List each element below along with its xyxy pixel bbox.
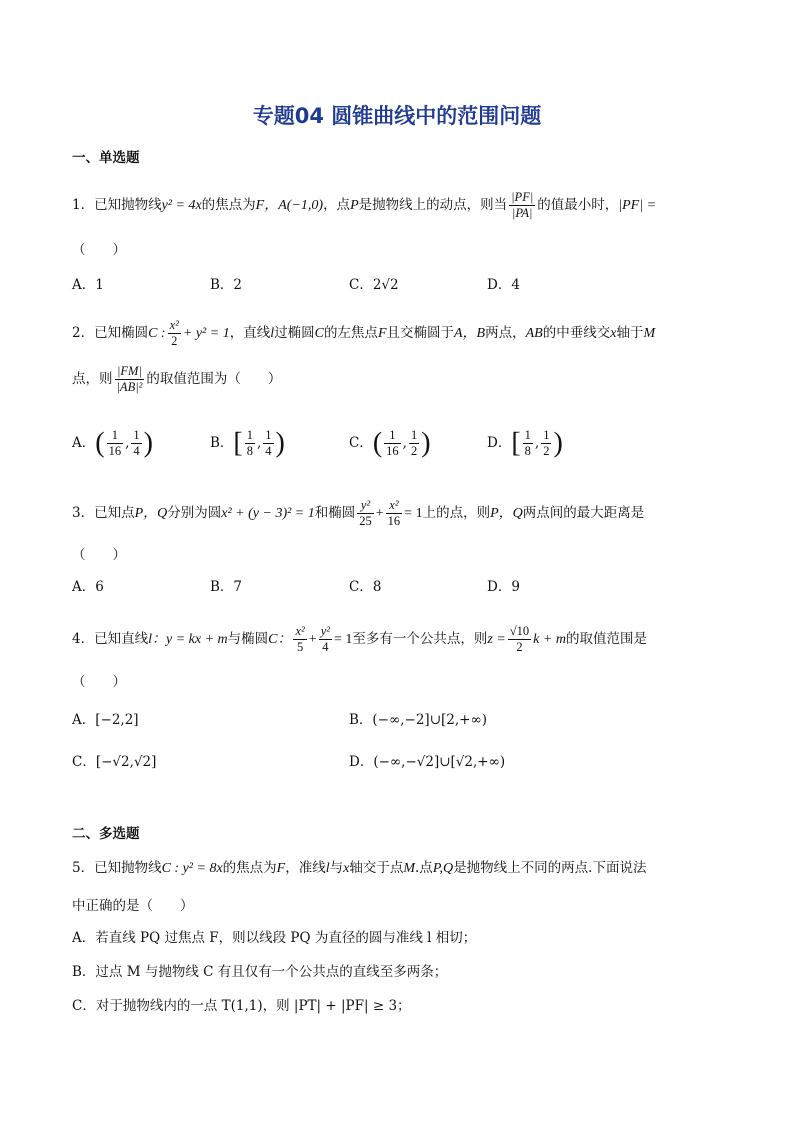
q2-point-m: M bbox=[643, 326, 656, 341]
q2-opt-c-label: C． bbox=[349, 435, 373, 451]
q2-opt-a-bracket-left: ( bbox=[95, 427, 105, 459]
q5-text-3: ，准线 bbox=[285, 860, 326, 876]
q4-text-4: 的取值范围是 bbox=[565, 631, 647, 647]
q4-ellipse-c: C： bbox=[268, 632, 292, 647]
q2-opt-b-frac2-num: 1 bbox=[265, 428, 272, 442]
q5-option-c[interactable]: C．对于抛物线内的一点 T(1,1)，则 |PT| + |PF| ≥ 3； bbox=[72, 998, 411, 1014]
q3-text: 3．已知点 bbox=[72, 505, 135, 521]
q2-opt-d-label: D． bbox=[487, 435, 512, 451]
question-1 bbox=[72, 190, 656, 221]
section-heading-multi-choice: 二、多选题 bbox=[72, 826, 140, 842]
q5-parabola-eq: C : y² = 8x bbox=[161, 861, 223, 876]
q3-option-c[interactable]: C．8 bbox=[349, 579, 382, 595]
q2-option-b[interactable]: B．[ $\frac{1}{8}$ , $\frac{1}{4}$ ) bbox=[210, 427, 285, 459]
q4-f3-num: √10 bbox=[509, 624, 530, 638]
q1-answer-paren: （ ） bbox=[72, 242, 126, 258]
q4-option-b[interactable]: B．(−∞,−2]∪[2,+∞) bbox=[349, 712, 487, 728]
q2-opt-b-frac2 bbox=[263, 428, 273, 459]
q2-opt-c-frac2-den: 2 bbox=[410, 444, 418, 458]
q2-opt-c-frac2 bbox=[409, 428, 419, 459]
q4-option-a[interactable]: A．[−2,2] bbox=[72, 712, 139, 728]
q4-option-d[interactable]: D．(−∞,−√2]∪[√2,+∞) bbox=[349, 754, 506, 770]
q4-f1-num: x² bbox=[295, 624, 305, 638]
q3-text-5: 两点间的最大距离是 bbox=[522, 505, 645, 521]
q4-f2-den: 4 bbox=[322, 640, 329, 654]
q2-text-8: 轴于 bbox=[616, 325, 644, 341]
q2-frac2-num: |FM| bbox=[115, 364, 145, 380]
q2-opt-c-frac1 bbox=[384, 428, 401, 459]
q2-ellipse-c: C bbox=[314, 326, 324, 341]
q4-line-eq: y = kx + m bbox=[165, 632, 228, 647]
q2-option-c[interactable]: C．( $\frac{1}{16}$ , $\frac{1}{2}$ ) bbox=[349, 427, 431, 459]
page-title: 专题04 圆锥曲线中的范围问题 bbox=[252, 104, 542, 128]
q5-points-pq: P,Q bbox=[432, 861, 454, 876]
q2-fraction-x2 bbox=[168, 318, 181, 349]
q5-point-m: M bbox=[403, 861, 416, 876]
q2-opt-d-frac1 bbox=[523, 428, 533, 459]
q2-opt-d-bracket-right: ) bbox=[553, 427, 563, 459]
q3-option-b[interactable]: B．7 bbox=[210, 579, 243, 595]
question-2-line-2 bbox=[72, 364, 281, 395]
q2-opt-b-bracket-left: [ bbox=[233, 427, 243, 459]
q2-opt-a-frac2-num: 1 bbox=[133, 428, 140, 442]
q2-opt-b-frac1 bbox=[245, 428, 255, 459]
q4-f1-den: 5 bbox=[297, 640, 304, 654]
q2-text-7: 的中垂线交 bbox=[542, 325, 611, 341]
q3-eq: = 1 bbox=[404, 506, 423, 521]
q2-opt-c-frac1-den: 16 bbox=[386, 444, 399, 458]
q1-option-a[interactable]: A．1 bbox=[72, 277, 104, 293]
q1-parabola-eq: y² = 4x bbox=[161, 198, 202, 213]
q4-text: 4．已知直线 bbox=[72, 631, 149, 647]
q2-segment-ab: AB bbox=[525, 326, 543, 341]
q2-opt-a-frac1-num: 1 bbox=[107, 428, 124, 444]
q2-opt-d-frac2 bbox=[541, 428, 551, 459]
q5-text-7: 是抛物线上不同的两点.下面说法 bbox=[453, 860, 647, 876]
q5-text-6: .点 bbox=[415, 860, 433, 876]
q4-text-3: 至多有一个公共点，则 bbox=[352, 631, 488, 647]
q1-option-c[interactable]: C．2√2 bbox=[349, 277, 399, 293]
q4-option-c[interactable]: C．[−√2,√2] bbox=[72, 754, 157, 770]
q3-circle-eq: x² + (y − 3)² = 1 bbox=[221, 506, 315, 521]
q4-f3-den: 2 bbox=[516, 640, 523, 654]
q1-text-5: 的值最小时， bbox=[537, 197, 619, 213]
section-heading-single-choice: 一、单选题 bbox=[72, 150, 140, 166]
q2-opt-d-frac2-den: 2 bbox=[543, 444, 550, 458]
q2-opt-b-frac2-den: 4 bbox=[265, 444, 272, 458]
q1-text-2: 的焦点为 bbox=[201, 197, 256, 213]
q3-points-pq: P，Q bbox=[134, 506, 168, 521]
q2-opt-d-frac1-den: 8 bbox=[524, 444, 531, 458]
q2-option-d[interactable]: D．[ $\frac{1}{8}$ , $\frac{1}{2}$ ) bbox=[487, 427, 563, 459]
q2-opt-c-bracket-left: ( bbox=[372, 427, 383, 459]
q2-focus-f: F bbox=[377, 326, 387, 341]
q1-frac-den: |PA| bbox=[511, 206, 533, 220]
q4-frac-y2 bbox=[319, 624, 332, 655]
q2-text-6: 两点， bbox=[485, 325, 526, 341]
q4-frac-sqrt10 bbox=[508, 624, 531, 655]
question-5 bbox=[72, 858, 646, 879]
q2-ellipse-name: C : bbox=[148, 326, 166, 341]
q1-text-3: ，点 bbox=[323, 197, 351, 213]
q4-z: z = bbox=[487, 632, 506, 647]
q2-opt-b-bracket-right: ) bbox=[275, 427, 285, 459]
q1-option-d[interactable]: D．4 bbox=[487, 277, 520, 293]
q3-points-pq-2: P，Q bbox=[490, 506, 523, 521]
q3-f2-den: 16 bbox=[387, 514, 401, 528]
q2-points-ab: A，B bbox=[454, 326, 486, 341]
q2-text-2: ，直线 bbox=[229, 325, 271, 341]
q2-opt-d-frac1-num: 1 bbox=[524, 428, 531, 442]
question-4 bbox=[72, 624, 647, 655]
q5-text: 5．已知抛物线 bbox=[72, 860, 162, 876]
q3-frac-y2 bbox=[357, 498, 374, 529]
q5-text-5: 轴交于点 bbox=[349, 860, 404, 876]
q5-option-b[interactable]: B．过点 M 与抛物线 C 有且仅有一个公共点的直线至多两条； bbox=[72, 964, 448, 980]
q1-tail: |PF| = bbox=[618, 198, 657, 213]
q2-opt-d-bracket-left: [ bbox=[511, 427, 521, 459]
q2-opt-c-frac1-num: 1 bbox=[384, 428, 401, 444]
q5-focus-f: F bbox=[276, 861, 286, 876]
q4-text-2: 与椭圆 bbox=[227, 631, 269, 647]
q2-opt-a-label: A． bbox=[72, 435, 96, 451]
q3-option-d[interactable]: D．9 bbox=[487, 579, 520, 595]
q4-line-l: l： bbox=[148, 632, 166, 647]
q2-text: 2．已知椭圆 bbox=[72, 325, 149, 341]
q4-z-tail: k + m bbox=[533, 632, 566, 647]
q3-frac-x2 bbox=[386, 498, 403, 529]
q3-text-4: 上的点，则 bbox=[422, 505, 491, 521]
q3-f1-den: 25 bbox=[359, 514, 372, 528]
q2-opt-d-frac2-num: 1 bbox=[543, 428, 550, 442]
q1-option-b[interactable]: B．2 bbox=[210, 277, 243, 293]
q2-opt-c-bracket-right: ) bbox=[421, 427, 431, 459]
q1-point-a: A(−1,0) bbox=[278, 198, 324, 213]
q2-text-4: 的左焦点 bbox=[323, 325, 378, 341]
q3-option-a[interactable]: A．6 bbox=[72, 579, 104, 595]
q2-line-l: l bbox=[270, 326, 275, 341]
q2-text-3: 过椭圆 bbox=[274, 325, 315, 341]
q2-opt-a-bracket-right: ) bbox=[143, 427, 153, 459]
q4-answer-paren: （ ） bbox=[72, 674, 126, 690]
q4-plus: + bbox=[308, 632, 317, 647]
q4-eq: = 1 bbox=[333, 632, 353, 647]
q2-option-a[interactable]: A．( $\frac{1}{16}$ , $\frac{1}{4}$ ) bbox=[72, 427, 153, 459]
q2-opt-b-label: B． bbox=[210, 435, 234, 451]
q2-opt-a-frac1 bbox=[107, 428, 124, 459]
q5-text-4: 与 bbox=[329, 860, 344, 876]
q2-opt-a-frac2 bbox=[131, 428, 141, 459]
q4-f2-num: y² bbox=[320, 624, 330, 638]
q2-fraction-ratio bbox=[115, 364, 145, 395]
q5-option-a[interactable]: A．若直线 PQ 过焦点 F，则以线段 PQ 为直径的圆与准线 l 相切； bbox=[72, 930, 477, 946]
q1-text: 1．已知抛物线 bbox=[72, 197, 162, 213]
q1-point-p: P bbox=[350, 198, 359, 213]
q3-f1-num: y² bbox=[357, 498, 374, 514]
q2-eq-tail: + y² = 1 bbox=[182, 326, 230, 341]
q5-directrix-l: l bbox=[325, 861, 330, 876]
q2-opt-a-frac2-den: 4 bbox=[133, 444, 140, 458]
q2-text-9: 点，则 bbox=[72, 371, 113, 387]
q3-plus: + bbox=[375, 506, 384, 521]
q1-text-4: 是抛物线上的动点，则当 bbox=[358, 197, 508, 213]
q1-frac-num: |PF| bbox=[511, 190, 534, 204]
q2-frac2-den: |AB|² bbox=[116, 380, 143, 394]
q3-f2-num: x² bbox=[386, 498, 403, 514]
q5-x-axis: x bbox=[343, 861, 350, 876]
q5-line-2: 中正确的是（ ） bbox=[72, 898, 194, 914]
q3-text-2: 分别为圆 bbox=[167, 505, 222, 521]
q3-answer-paren: （ ） bbox=[72, 547, 126, 563]
q3-text-3: 和椭圆 bbox=[314, 505, 356, 521]
q1-fraction bbox=[509, 190, 535, 221]
q2-x-axis: x bbox=[610, 326, 617, 341]
q2-text-10: 的取值范围为（ ） bbox=[146, 371, 282, 387]
q2-frac-num: x² bbox=[169, 318, 179, 332]
q1-focus: F， bbox=[255, 198, 279, 213]
q2-opt-c-frac2-num: 1 bbox=[410, 428, 418, 442]
q2-opt-b-frac1-num: 1 bbox=[246, 428, 253, 442]
q2-frac-den: 2 bbox=[171, 334, 178, 348]
q2-opt-a-frac1-den: 16 bbox=[108, 444, 122, 458]
question-3 bbox=[72, 498, 644, 529]
q2-text-5: 且交椭圆于 bbox=[386, 325, 454, 341]
q2-opt-b-frac1-den: 8 bbox=[246, 444, 253, 458]
question-2 bbox=[72, 318, 655, 349]
q4-frac-x2 bbox=[293, 624, 306, 655]
q5-text-2: 的焦点为 bbox=[222, 860, 277, 876]
